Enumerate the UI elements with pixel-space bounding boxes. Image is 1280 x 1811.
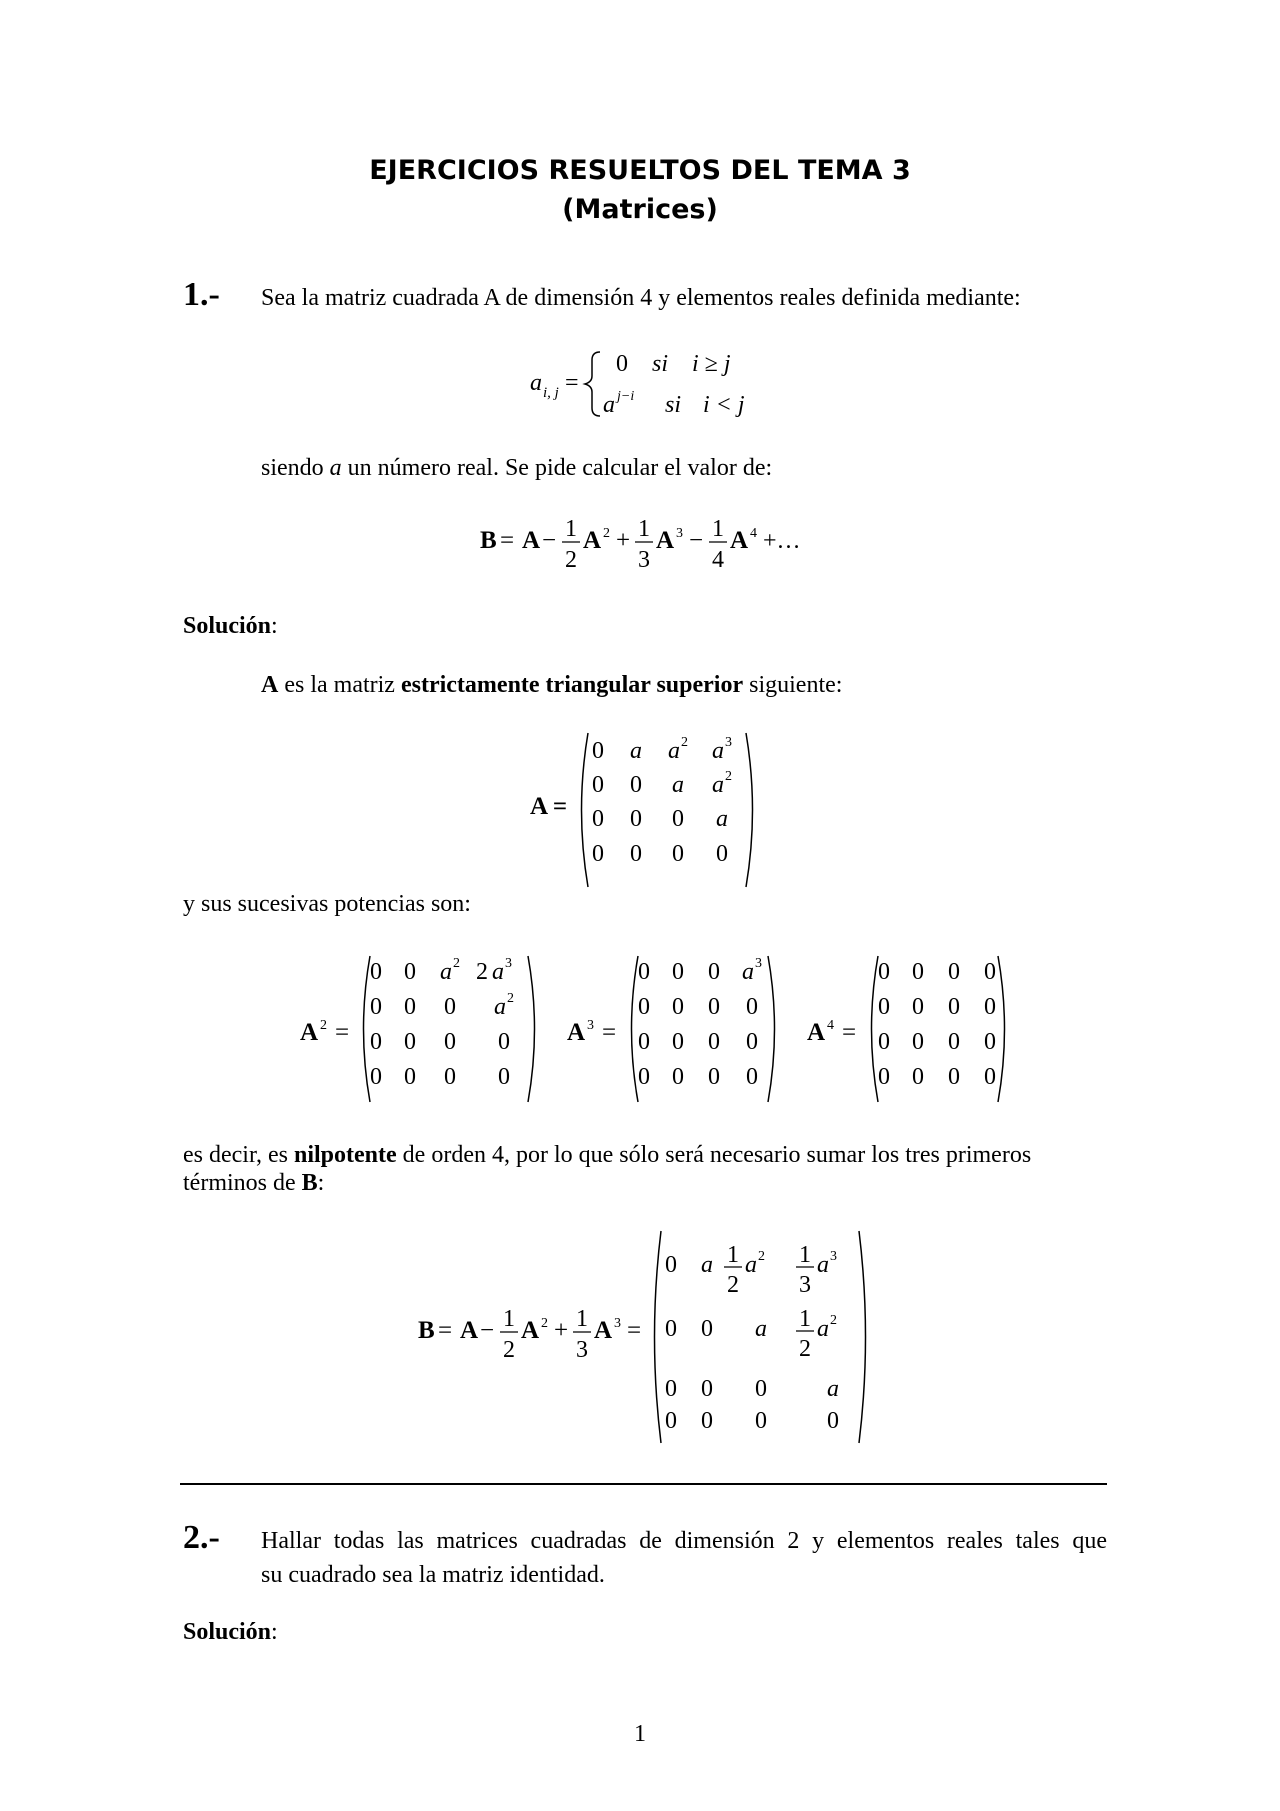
- series-dots: +…: [763, 528, 801, 554]
- exponent: 2: [681, 735, 688, 750]
- solution-label-2: [183, 1616, 278, 1649]
- matB-left-paren: [655, 1231, 662, 1443]
- series-plus: +: [616, 527, 631, 554]
- solution-label-1: [183, 610, 278, 643]
- base: 0: [672, 806, 684, 832]
- matB-cell-4-2: [701, 1408, 713, 1434]
- base: 0: [638, 994, 650, 1020]
- base: a: [817, 1252, 829, 1278]
- matA-cell-1-2: [630, 738, 642, 764]
- matB-cell-3-1: [665, 1376, 677, 1402]
- exercise-1-number: 1.-: [183, 276, 220, 313]
- exponent: 2: [725, 769, 732, 784]
- exponent: 3: [505, 956, 512, 971]
- base: a: [712, 738, 724, 764]
- matB-cell-1-1: [665, 1252, 677, 1278]
- real-pre: siendo: [261, 455, 330, 481]
- matA4-cell-4-3: [948, 1064, 960, 1090]
- base: 0: [444, 1029, 456, 1055]
- series-A1: A: [522, 527, 541, 554]
- base: 0: [948, 1064, 960, 1090]
- matA-cell-3-3: [672, 806, 684, 832]
- page-number: 1: [634, 1721, 646, 1747]
- base: 0: [755, 1408, 767, 1434]
- base: 0: [878, 1029, 890, 1055]
- matA2-cell-2-4: [494, 991, 514, 1020]
- def-eq: =: [565, 370, 579, 396]
- base: 0: [638, 959, 650, 985]
- Br-eq2: =: [627, 1317, 642, 1344]
- matA-cell-2-1: [592, 772, 604, 798]
- matA3-cell-4-2: [672, 1064, 684, 1090]
- matA2-cell-1-3: [440, 956, 460, 985]
- matA-cell-4-1: [592, 841, 604, 867]
- frac3-num: 1: [712, 516, 724, 542]
- matA3-cell-2-4: [746, 994, 758, 1020]
- base: 0: [370, 1064, 382, 1090]
- exponent: 3: [830, 1249, 837, 1264]
- matA2-cell-4-2: [404, 1064, 416, 1090]
- Br-B: B: [418, 1317, 435, 1344]
- matrix-A3: [622, 953, 784, 1105]
- base: 0: [672, 959, 684, 985]
- matrix-A-label: A =: [530, 793, 568, 820]
- matA4-cell-3-2: [912, 1029, 924, 1055]
- matB-cell-2-4: [796, 1306, 837, 1362]
- desc-bold: estrictamente triangular superior: [400, 672, 744, 698]
- matA2-cell-1-2: [404, 959, 416, 985]
- matB-cell-3-4: [827, 1376, 839, 1402]
- solution-label-2-text: Solución: [183, 1619, 272, 1645]
- base: 0: [592, 772, 604, 798]
- base: 0: [708, 994, 720, 1020]
- matA3-cell-2-3: [708, 994, 720, 1020]
- solution-label-1-colon: :: [271, 613, 278, 639]
- matA4-right-paren: [998, 956, 1005, 1102]
- matA4-cell-2-3: [948, 994, 960, 1020]
- A4-base: A: [807, 1019, 826, 1046]
- matA4-cell-2-2: [912, 994, 924, 1020]
- matrix-A4: [862, 953, 1014, 1105]
- frac2-num: 1: [638, 516, 650, 542]
- coefficient: 2: [476, 959, 488, 985]
- A2-exp: 2: [320, 1018, 327, 1033]
- matA-cell-4-2: [630, 841, 642, 867]
- Br-p2: 2: [541, 1316, 548, 1331]
- Br-p3: 3: [614, 1316, 621, 1331]
- matB-cell-1-4: [796, 1242, 837, 1298]
- matA2-cell-2-2: [404, 994, 416, 1020]
- frac-num: 1: [727, 1242, 739, 1268]
- exercise-2-line-1: Hallar todas las matrices cuadradas de dimensión 2 y elementos reales tales que: [261, 1528, 1107, 1554]
- solution-label-2-colon: :: [271, 1619, 278, 1645]
- base: a: [672, 772, 684, 798]
- matA3-cell-1-4: [742, 956, 762, 985]
- series-B: B: [480, 527, 497, 554]
- def-case1-value: a: [603, 392, 615, 418]
- base: 0: [672, 1029, 684, 1055]
- base: a: [630, 738, 642, 764]
- matB-cell-1-3: [724, 1242, 765, 1298]
- Br-A2: A: [521, 1317, 540, 1344]
- base: 0: [984, 1064, 996, 1090]
- matB-cell-3-3: [755, 1376, 767, 1402]
- A4-exp: 4: [827, 1018, 834, 1033]
- matA-cell-2-3: [672, 772, 684, 798]
- series-minus2: −: [689, 527, 704, 554]
- matA2-cell-1-1: [370, 959, 382, 985]
- base: a: [817, 1316, 829, 1342]
- base: a: [440, 959, 452, 985]
- Br-f1-num: 1: [503, 1306, 515, 1332]
- matB-cell-2-1: [665, 1316, 677, 1342]
- base: 0: [404, 994, 416, 1020]
- matA4-cell-4-4: [984, 1064, 996, 1090]
- base: 0: [672, 1064, 684, 1090]
- A3-eq: =: [602, 1019, 617, 1046]
- base: a: [492, 959, 504, 985]
- matB-cell-3-2: [701, 1376, 713, 1402]
- series-p4: 4: [750, 526, 757, 541]
- Br-A3: A: [594, 1317, 613, 1344]
- matA-cell-1-4: [712, 735, 732, 764]
- base: 0: [984, 959, 996, 985]
- A4-eq: =: [842, 1019, 857, 1046]
- left-brace: [585, 352, 600, 416]
- matA-cell-3-2: [630, 806, 642, 832]
- base: 0: [592, 738, 604, 764]
- matA-right-paren: [746, 733, 753, 887]
- series-p2: 2: [603, 526, 610, 541]
- matA2-cell-3-3: [444, 1029, 456, 1055]
- section-divider: [180, 1483, 1107, 1485]
- nilpotent-line-2: [183, 1167, 324, 1200]
- matA2-cell-3-4: [498, 1029, 510, 1055]
- frac2-den: 3: [638, 547, 650, 573]
- base: a: [701, 1252, 713, 1278]
- Br-f2-den: 3: [576, 1337, 588, 1363]
- base: 0: [708, 1064, 720, 1090]
- matA3-cell-1-2: [672, 959, 684, 985]
- base: 0: [912, 1064, 924, 1090]
- matA2-cell-4-4: [498, 1064, 510, 1090]
- matrix-B: [645, 1228, 875, 1446]
- base: 0: [630, 841, 642, 867]
- frac1-num: 1: [565, 516, 577, 542]
- base: 0: [701, 1316, 713, 1342]
- matA2-cell-3-2: [404, 1029, 416, 1055]
- Br-plus: +: [554, 1317, 569, 1344]
- def-case1-si: si: [665, 392, 682, 418]
- base: 0: [498, 1029, 510, 1055]
- base: 0: [672, 994, 684, 1020]
- base: 0: [370, 959, 382, 985]
- matA2-cell-2-3: [444, 994, 456, 1020]
- base: 0: [404, 959, 416, 985]
- matA2-right-paren: [528, 956, 535, 1102]
- frac-num: 1: [799, 1242, 811, 1268]
- matrix-A: [572, 730, 762, 890]
- frac1-den: 2: [565, 547, 577, 573]
- base: 0: [948, 1029, 960, 1055]
- matrix-A2: [354, 953, 544, 1105]
- matA4-cell-3-1: [878, 1029, 890, 1055]
- real-number-line: [261, 452, 772, 485]
- matA4-cell-4-1: [878, 1064, 890, 1090]
- matA3-cell-3-4: [746, 1029, 758, 1055]
- series-eq: =: [500, 527, 515, 554]
- base: a: [755, 1316, 767, 1342]
- real-post: un número real. Se pide calcular el valor de:: [341, 455, 773, 481]
- matB-cell-4-3: [755, 1408, 767, 1434]
- base: 0: [912, 1029, 924, 1055]
- nil-bold: nilpotente: [294, 1142, 397, 1168]
- powers-text: y sus sucesivas potencias son:: [183, 891, 471, 917]
- base: 0: [912, 994, 924, 1020]
- base: a: [745, 1252, 757, 1278]
- exercise-2-line-2: su cuadrado sea la matriz identidad.: [261, 1562, 605, 1588]
- base: a: [712, 772, 724, 798]
- def-subscript: i, j: [543, 385, 559, 401]
- base: 0: [746, 994, 758, 1020]
- matA4-cell-2-1: [878, 994, 890, 1020]
- page-title: EJERCICIOS RESUELTOS DEL TEMA 3: [369, 155, 911, 186]
- base: 0: [746, 1029, 758, 1055]
- def-case0-si: si: [652, 351, 669, 377]
- matB-cell-1-2: [701, 1252, 713, 1278]
- base: 0: [665, 1376, 677, 1402]
- matA2-cell-4-3: [444, 1064, 456, 1090]
- matA3-cell-2-1: [638, 994, 650, 1020]
- A3-base: A: [567, 1019, 586, 1046]
- base: 0: [665, 1316, 677, 1342]
- A3-exp: 3: [587, 1018, 594, 1033]
- matA4-cell-3-3: [948, 1029, 960, 1055]
- def-case1-cond: i < j: [703, 392, 745, 418]
- nil-post: de orden 4, por lo que sólo será necesario sumar los tres primeros: [396, 1142, 1032, 1168]
- matA2-cell-4-1: [370, 1064, 382, 1090]
- series-minus1: −: [542, 527, 557, 554]
- base: 0: [827, 1408, 839, 1434]
- matA-cell-3-1: [592, 806, 604, 832]
- base: 0: [498, 1064, 510, 1090]
- solution-label-1-text: Solución: [183, 613, 272, 639]
- base: 0: [630, 772, 642, 798]
- base: 0: [444, 1064, 456, 1090]
- def-lhs: a: [530, 370, 542, 396]
- Br-f2-num: 1: [576, 1306, 588, 1332]
- page-subtitle: (Matrices): [562, 194, 718, 225]
- B-result-lhs: [410, 1300, 650, 1370]
- base: 0: [444, 994, 456, 1020]
- exercise-1-statement: Sea la matriz cuadrada A de dimensión 4 y elementos reales definida mediante:: [261, 285, 1021, 311]
- base: 0: [755, 1376, 767, 1402]
- matA-cell-4-3: [672, 841, 684, 867]
- matA4-cell-1-3: [948, 959, 960, 985]
- base: 0: [878, 1064, 890, 1090]
- matB-right-paren: [859, 1231, 866, 1443]
- exponent: 3: [725, 735, 732, 750]
- matA3-right-paren: [768, 956, 775, 1102]
- base: a: [668, 738, 680, 764]
- series-A4: A: [730, 527, 749, 554]
- matrix-description: [261, 669, 842, 702]
- base: 0: [708, 1029, 720, 1055]
- matB-cell-2-3: [755, 1316, 767, 1342]
- matA-cell-2-2: [630, 772, 642, 798]
- matA-cell-1-1: [592, 738, 604, 764]
- A4-label: [805, 1010, 865, 1050]
- matA4-cell-1-4: [984, 959, 996, 985]
- base: a: [742, 959, 754, 985]
- base: 0: [984, 994, 996, 1020]
- def-case1-exp: j−i: [617, 389, 635, 404]
- matA4-cell-4-2: [912, 1064, 924, 1090]
- nil2-post: :: [317, 1170, 325, 1196]
- element-definition: [520, 340, 780, 425]
- frac-den: 2: [727, 1272, 739, 1298]
- A2-label: [298, 1010, 358, 1050]
- matB-cell-4-4: [827, 1408, 839, 1434]
- matA-cell-4-4: [716, 841, 728, 867]
- Br-eq1: =: [438, 1317, 453, 1344]
- base: 0: [370, 1029, 382, 1055]
- matA2-cell-3-1: [370, 1029, 382, 1055]
- nil2-B: B: [301, 1170, 318, 1196]
- base: 0: [630, 806, 642, 832]
- matA4-cell-1-2: [912, 959, 924, 985]
- series-formula: [470, 510, 830, 580]
- exponent: 2: [758, 1249, 765, 1264]
- base: 0: [746, 1064, 758, 1090]
- matA4-cell-3-4: [984, 1029, 996, 1055]
- base: 0: [701, 1376, 713, 1402]
- Br-minus: −: [480, 1317, 495, 1344]
- frac3-den: 4: [712, 547, 724, 573]
- series-p3: 3: [676, 526, 683, 541]
- matA3-cell-4-3: [708, 1064, 720, 1090]
- nil2-pre: términos de: [183, 1170, 302, 1196]
- base: 0: [716, 841, 728, 867]
- base: 0: [878, 959, 890, 985]
- matA3-cell-1-3: [708, 959, 720, 985]
- matA-cell-3-4: [716, 806, 728, 832]
- matA-cell-1-3: [668, 735, 688, 764]
- base: 0: [665, 1408, 677, 1434]
- desc-A: A: [261, 672, 279, 698]
- matA2-cell-1-4: [476, 956, 512, 985]
- matB-cell-4-1: [665, 1408, 677, 1434]
- matA3-cell-2-2: [672, 994, 684, 1020]
- base: 0: [912, 959, 924, 985]
- def-case0-value: 0: [616, 351, 628, 377]
- base: 0: [948, 994, 960, 1020]
- matA-cell-2-4: [712, 769, 732, 798]
- Br-A1: A: [460, 1317, 479, 1344]
- exponent: 3: [755, 956, 762, 971]
- base: 0: [878, 994, 890, 1020]
- A2-base: A: [300, 1019, 319, 1046]
- Br-f1-den: 2: [503, 1337, 515, 1363]
- base: 0: [984, 1029, 996, 1055]
- exponent: 2: [830, 1313, 837, 1328]
- base: 0: [708, 959, 720, 985]
- real-var: a: [329, 455, 342, 481]
- def-case0-cond: i ≥ j: [692, 351, 731, 377]
- matA3-cell-1-1: [638, 959, 650, 985]
- matA4-cell-2-4: [984, 994, 996, 1020]
- A2-eq: =: [335, 1019, 350, 1046]
- base: a: [494, 994, 506, 1020]
- matB-cell-2-2: [701, 1316, 713, 1342]
- base: 0: [638, 1064, 650, 1090]
- base: 0: [592, 841, 604, 867]
- frac-num: 1: [799, 1306, 811, 1332]
- desc-end: siguiente:: [743, 672, 843, 698]
- frac-den: 3: [799, 1272, 811, 1298]
- exponent: 2: [507, 991, 514, 1006]
- base: a: [827, 1376, 839, 1402]
- exercise-2-number: 2.-: [183, 1519, 220, 1556]
- base: 0: [701, 1408, 713, 1434]
- matA3-cell-4-1: [638, 1064, 650, 1090]
- base: 0: [672, 841, 684, 867]
- base: 0: [592, 806, 604, 832]
- base: 0: [404, 1064, 416, 1090]
- nil-pre: es decir, es: [183, 1142, 294, 1168]
- base: 0: [948, 959, 960, 985]
- matA2-cell-2-1: [370, 994, 382, 1020]
- matA3-cell-3-1: [638, 1029, 650, 1055]
- matA3-cell-4-4: [746, 1064, 758, 1090]
- matA-left-paren: [582, 733, 589, 887]
- frac-den: 2: [799, 1336, 811, 1362]
- matA4-cell-1-1: [878, 959, 890, 985]
- base: 0: [638, 1029, 650, 1055]
- base: 0: [665, 1252, 677, 1278]
- exponent: 2: [453, 956, 460, 971]
- series-A2: A: [583, 527, 602, 554]
- desc-mid: es la matriz: [278, 672, 401, 698]
- series-A3: A: [656, 527, 675, 554]
- matA3-cell-3-3: [708, 1029, 720, 1055]
- matA3-cell-3-2: [672, 1029, 684, 1055]
- base: 0: [370, 994, 382, 1020]
- base: a: [716, 806, 728, 832]
- A3-label: [565, 1010, 625, 1050]
- base: 0: [404, 1029, 416, 1055]
